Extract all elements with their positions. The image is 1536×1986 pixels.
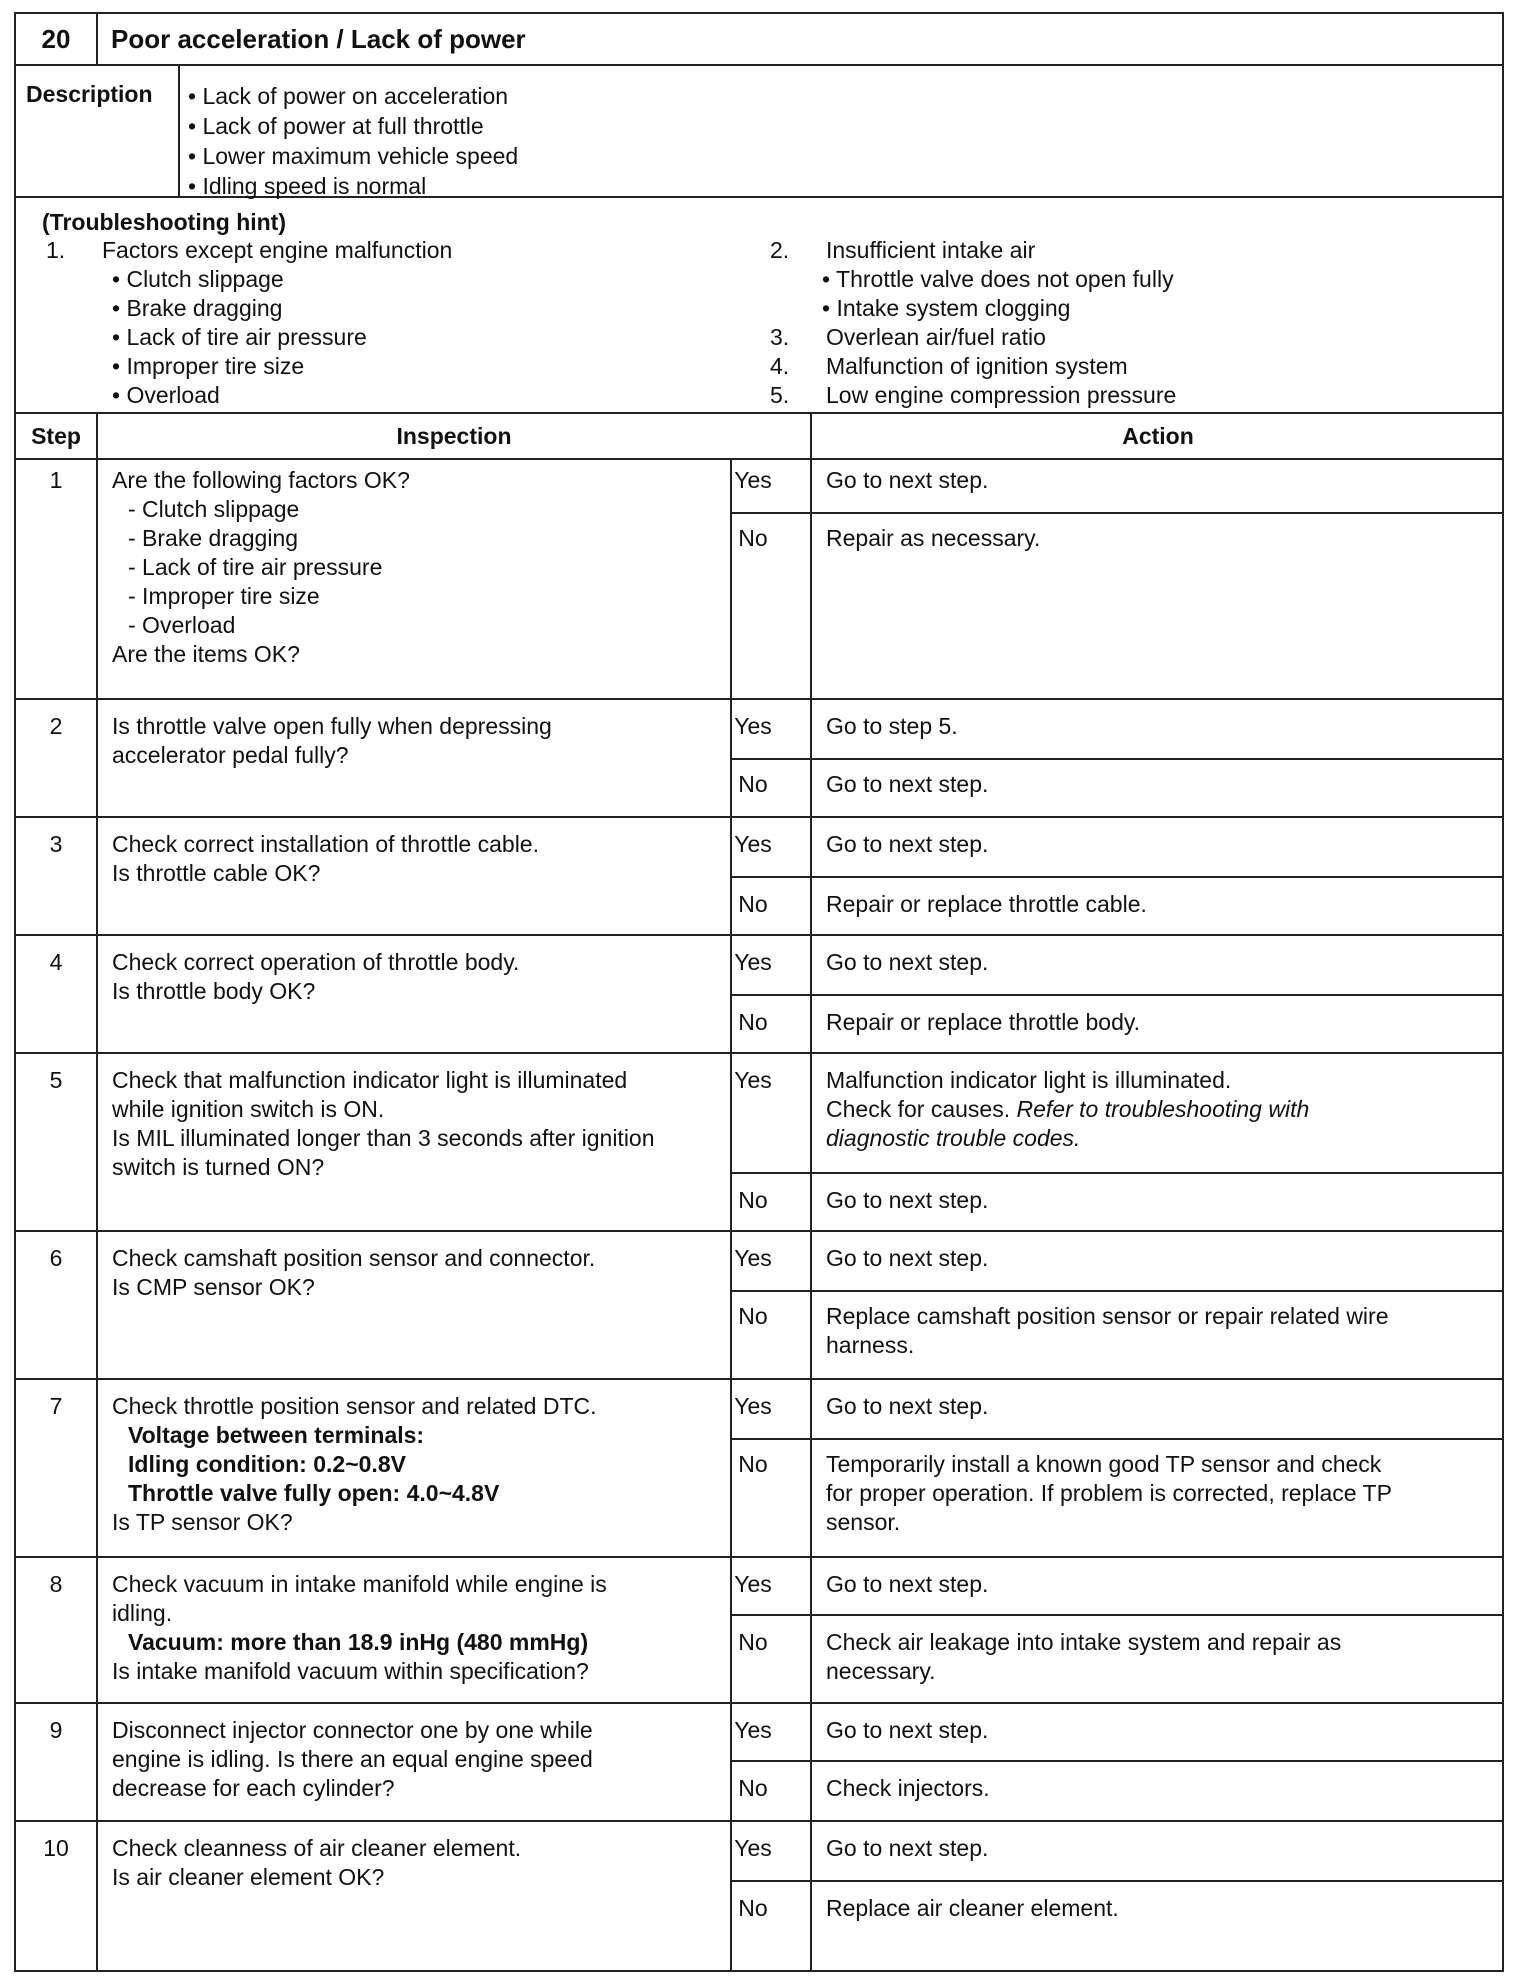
no-action: Temporarily install a known good TP sensor and check for proper operation. If problem is corrected, replace TP sensor.: [826, 1451, 1392, 1535]
step-inspection: Check that malfunction indicator light is illuminated while ignition switch is ON. Is MIL illuminated longer than 3 seconds after ignition switch is turned ON?: [112, 1067, 655, 1180]
hint-left-column: [46, 236, 452, 410]
no-label: No: [738, 1775, 768, 1801]
step-inspection: Check throttle position sensor and related DTC. Voltage between terminals: Idling condition: 0.2~0.8V Throttle valve fully open: 4.0~4.8V Is TP sensor OK?: [112, 1393, 597, 1535]
no-label: No: [738, 891, 768, 917]
hint-bullet: • Improper tire size: [112, 353, 305, 379]
no-action: Replace camshaft position sensor or repair related wire harness.: [826, 1303, 1389, 1358]
answer-divider: [732, 1438, 1502, 1440]
troubleshooting-hint: [16, 198, 1502, 414]
table-row: [16, 936, 1502, 1054]
table-row: [16, 1558, 1502, 1704]
yes-action: Malfunction indicator light is illuminated. Check for causes. Refer to troubleshooting with diagnostic trouble codes.: [826, 1067, 1310, 1151]
no-action: Go to next step.: [826, 771, 989, 797]
step-number: 3: [49, 831, 63, 857]
description-list: [188, 82, 518, 202]
yes-action: Go to next step.: [826, 831, 989, 857]
section-number: 20: [16, 14, 98, 64]
answer-divider: [732, 1172, 1502, 1174]
no-label: No: [738, 1009, 768, 1035]
step-number: 9: [49, 1717, 63, 1743]
answer-divider: [732, 1760, 1502, 1762]
hint-bullet: • Clutch slippage: [112, 266, 284, 292]
hint-title: (Troubleshooting hint): [42, 209, 287, 235]
step-inspection: Check correct installation of throttle cable. Is throttle cable OK?: [112, 831, 539, 886]
step-number: 8: [49, 1571, 63, 1597]
answer-divider: [732, 512, 1502, 514]
no-label: No: [738, 1187, 768, 1213]
hint-item: 5. Low engine compression pressure: [770, 382, 1177, 408]
column-header-step: Step: [31, 423, 81, 449]
step-number: 6: [49, 1245, 63, 1271]
hint-bullet: • Lack of tire air pressure: [112, 324, 367, 350]
table-header: [16, 414, 1502, 460]
answer-divider: [732, 876, 1502, 878]
yes-action: Go to next step.: [826, 949, 989, 975]
step-inspection: Check camshaft position sensor and connector. Is CMP sensor OK?: [112, 1245, 596, 1300]
step-inspection: Are the following factors OK? - Clutch slippage - Brake dragging - Lack of tire air pressure - Improper tire size - Overload Are the items OK?: [112, 467, 410, 667]
no-action: Check injectors.: [826, 1775, 990, 1801]
yes-label: Yes: [734, 949, 772, 975]
hint-bullet: • Overload: [112, 382, 220, 408]
yes-action: Go to next step.: [826, 467, 989, 493]
yes-label: Yes: [734, 1835, 772, 1861]
yes-label: Yes: [734, 831, 772, 857]
step-number: 10: [43, 1835, 69, 1861]
table-row: [16, 1054, 1502, 1232]
no-action: Repair or replace throttle body.: [826, 1009, 1141, 1035]
no-action: Check air leakage into intake system and repair as necessary.: [826, 1629, 1342, 1684]
step-inspection: Check cleanness of air cleaner element. Is air cleaner element OK?: [112, 1835, 522, 1890]
yes-action: Go to step 5.: [826, 713, 958, 739]
column-header-action: Action: [1122, 423, 1194, 449]
answer-divider: [732, 1880, 1502, 1882]
table-row: [16, 818, 1502, 936]
table-row: [16, 1704, 1502, 1822]
hint-right-column: [770, 236, 1176, 410]
hint-bullet: • Intake system clogging: [822, 295, 1071, 321]
table-row: [16, 1232, 1502, 1380]
yes-label: Yes: [734, 1245, 772, 1271]
answer-divider: [732, 1290, 1502, 1292]
hint-item: 3. Overlean air/fuel ratio: [770, 324, 1046, 350]
no-label: No: [738, 1303, 768, 1329]
step-inspection: Check correct operation of throttle body. Is throttle body OK?: [112, 949, 520, 1004]
yes-action: Go to next step.: [826, 1835, 989, 1861]
step-inspection: Check vacuum in intake manifold while engine is idling. Vacuum: more than 18.9 inHg (480 mmHg) Is intake manifold vacuum within specification?: [112, 1571, 607, 1684]
step-inspection: Is throttle valve open fully when depressing accelerator pedal fully?: [112, 713, 552, 768]
step-number: 5: [49, 1067, 63, 1093]
no-action: Repair as necessary.: [826, 525, 1041, 551]
yes-action: Go to next step.: [826, 1245, 989, 1271]
yes-label: Yes: [734, 1393, 772, 1419]
step-number: 7: [49, 1393, 63, 1419]
description-item: • Lack of power on acceleration: [188, 83, 509, 109]
no-label: No: [738, 1629, 768, 1655]
description-item: • Lack of power at full throttle: [188, 113, 484, 139]
no-label: No: [738, 525, 768, 551]
hint-item: 2. Insufficient intake air: [770, 237, 1036, 263]
no-label: No: [738, 771, 768, 797]
no-label: No: [738, 1895, 768, 1921]
hint-bullet: • Throttle valve does not open fully: [822, 266, 1174, 292]
no-action: Repair or replace throttle cable.: [826, 891, 1147, 917]
description-row: [16, 66, 1502, 198]
hint-item: 1. Factors except engine malfunction: [46, 237, 453, 263]
answer-divider: [732, 758, 1502, 760]
no-action: Go to next step.: [826, 1187, 989, 1213]
yes-label: Yes: [734, 1067, 772, 1093]
yes-action: Go to next step.: [826, 1717, 989, 1743]
header-row: [16, 14, 1502, 66]
column-header-inspection: Inspection: [396, 423, 512, 449]
yes-label: Yes: [734, 467, 772, 493]
step-inspection: Disconnect injector connector one by one while engine is idling. Is there an equal engine speed decrease for each cylinder?: [112, 1717, 593, 1801]
step-number: 1: [49, 467, 63, 493]
hint-item: 4. Malfunction of ignition system: [770, 353, 1128, 379]
answer-divider: [732, 994, 1502, 996]
table-row: [16, 1380, 1502, 1558]
yes-label: Yes: [734, 1571, 772, 1597]
hint-bullet: • Brake dragging: [112, 295, 283, 321]
no-label: No: [738, 1451, 768, 1477]
yes-label: Yes: [734, 713, 772, 739]
section-title: Poor acceleration / Lack of power: [111, 24, 526, 54]
troubleshooting-sheet: [14, 12, 1504, 1972]
answer-divider: [732, 1614, 1502, 1616]
yes-action: Go to next step.: [826, 1571, 989, 1597]
table-row: [16, 460, 1502, 700]
yes-label: Yes: [734, 1717, 772, 1743]
table-row: [16, 700, 1502, 818]
description-item: • Idling speed is normal: [188, 173, 427, 199]
description-label: Description: [16, 66, 180, 196]
table-row: [16, 1822, 1502, 1970]
step-number: 2: [49, 713, 63, 739]
no-action: Replace air cleaner element.: [826, 1895, 1119, 1921]
description-item: • Lower maximum vehicle speed: [188, 143, 519, 169]
yes-action: Go to next step.: [826, 1393, 989, 1419]
step-number: 4: [49, 949, 63, 975]
